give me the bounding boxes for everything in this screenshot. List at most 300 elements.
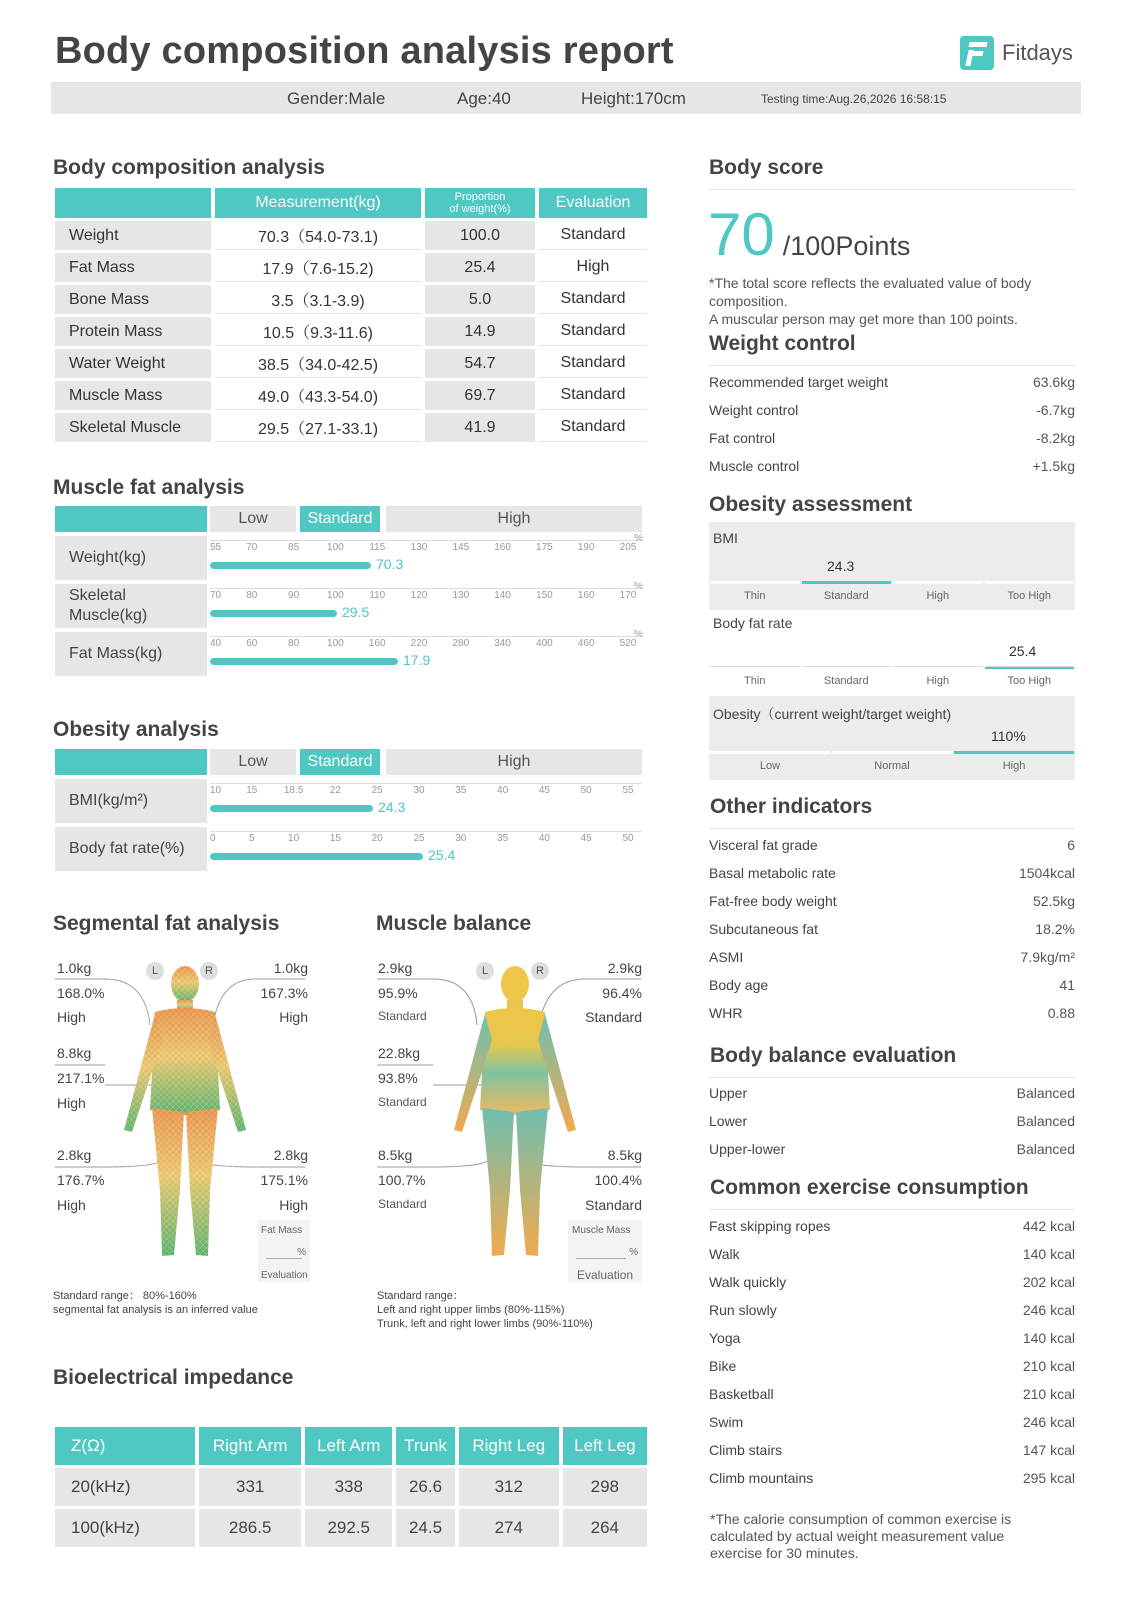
impedance-header: Trunk bbox=[396, 1427, 455, 1465]
balance-value: Balanced bbox=[1016, 1141, 1075, 1157]
impedance-cell: 286.5 bbox=[199, 1509, 301, 1547]
composition-label: Bone Mass bbox=[55, 285, 211, 314]
tick-label: 30 bbox=[455, 833, 467, 844]
muscle-legend: Muscle Mass % Evaluation bbox=[568, 1220, 642, 1282]
other_indicators-value: 6 bbox=[1067, 837, 1075, 853]
tick-label: 50 bbox=[622, 833, 634, 844]
fitdays-logo-icon bbox=[960, 36, 994, 70]
muscle_fat-ticks bbox=[210, 542, 637, 554]
exercise-row bbox=[709, 1386, 1075, 1402]
tick-label: 25 bbox=[413, 833, 425, 844]
exercise-value: 140 kcal bbox=[1022, 1330, 1075, 1346]
tick-label: 20 bbox=[371, 833, 383, 844]
exercise-label: Walk quickly bbox=[709, 1274, 787, 1290]
mb-right-arm-pct: 96.4% bbox=[602, 985, 642, 1001]
exercise-value: 210 kcal bbox=[1022, 1358, 1075, 1374]
mb-right-leg-eval: Standard bbox=[585, 1197, 642, 1213]
tick-label: 170 bbox=[619, 590, 637, 601]
seg-fat-legend: Fat Mass % Evaluation bbox=[258, 1220, 310, 1282]
seg-right-leg-eval: High bbox=[279, 1197, 308, 1213]
muscle_fat-bar bbox=[210, 562, 371, 569]
tick-label: 100 bbox=[327, 590, 344, 601]
other_indicators-row bbox=[709, 949, 1075, 965]
mb-left-arm-pct: 95.9% bbox=[378, 985, 418, 1001]
muscle_fat-axis bbox=[210, 636, 642, 637]
muscle_fat-pct: % bbox=[634, 533, 643, 544]
bmi-segment-bar bbox=[802, 581, 892, 584]
muscle_fat-header-teal bbox=[55, 506, 207, 532]
seg-fat-note2: segmental fat analysis is an inferred value bbox=[53, 1304, 258, 1316]
exercise-row bbox=[709, 1330, 1075, 1346]
composition-measure: 29.5（27.1-33.1) bbox=[215, 413, 421, 442]
seg-left-arm-pct: 168.0% bbox=[57, 985, 105, 1001]
impedance-cell: 274 bbox=[459, 1509, 559, 1547]
tick-label: 40 bbox=[210, 638, 222, 649]
other_indicators-value: 18.2% bbox=[1035, 921, 1075, 937]
weight_control-label: Muscle control bbox=[709, 458, 800, 474]
left-indicator-2: L bbox=[476, 962, 494, 980]
tick-label: 40 bbox=[538, 833, 550, 844]
tick-label: 220 bbox=[410, 638, 428, 649]
composition-eval: Standard bbox=[539, 285, 647, 314]
exercise-label: Basketball bbox=[709, 1386, 774, 1402]
impedance-header: Right Arm bbox=[199, 1427, 301, 1465]
tick-label: 205 bbox=[619, 542, 637, 553]
balance-row bbox=[709, 1141, 1075, 1157]
impedance-cell: 331 bbox=[199, 1468, 301, 1506]
bfr-segment-label: Standard bbox=[823, 675, 869, 687]
tick-label: 190 bbox=[577, 542, 595, 553]
bal-rule bbox=[709, 1077, 1075, 1078]
exercise-row bbox=[709, 1470, 1075, 1486]
tick-label: 5 bbox=[249, 833, 255, 844]
exercise-title: Common exercise consumption bbox=[710, 1176, 1029, 1199]
mb-left-leg-eval: Standard bbox=[378, 1197, 427, 1211]
mb-right-arm-kg: 2.9kg bbox=[607, 960, 642, 976]
exercise-value: 140 kcal bbox=[1022, 1246, 1075, 1262]
tick-label: 45 bbox=[538, 785, 550, 796]
obesity-row-label: Body fat rate(%) bbox=[55, 827, 207, 871]
left-indicator: L bbox=[146, 962, 164, 980]
score-note: *The total score reflects the evaluated value of body composition. A muscular person may get more than 100 points. bbox=[709, 275, 1032, 327]
composition-prop: 41.9 bbox=[425, 413, 535, 442]
weight_control-label: Weight control bbox=[709, 402, 799, 418]
other_indicators-value: 7.9kg/m² bbox=[1020, 949, 1075, 965]
tick-label: 70 bbox=[210, 590, 222, 601]
bmi-segment-bar bbox=[985, 581, 1075, 584]
tick-label: 140 bbox=[494, 590, 511, 601]
obesity-row-label: BMI(kg/m²) bbox=[55, 779, 207, 823]
weight_control-value: 63.6kg bbox=[1032, 374, 1075, 390]
seg-left-leg-eval: High bbox=[57, 1197, 86, 1213]
weight_control-label: Fat control bbox=[709, 430, 776, 446]
composition-row bbox=[55, 413, 647, 442]
info-bar bbox=[51, 82, 1081, 114]
other_indicators-row bbox=[709, 1005, 1075, 1021]
muscle_fat-pct: % bbox=[634, 581, 643, 592]
testing-time: Testing time:Aug.26,2026 16:58:15 bbox=[761, 92, 947, 106]
report-title: Body composition analysis report bbox=[55, 30, 674, 72]
exercise-value: 246 kcal bbox=[1022, 1302, 1075, 1318]
composition-prop: 100.0 bbox=[425, 221, 535, 250]
composition-prop: 14.9 bbox=[425, 317, 535, 346]
other-indicators-title: Other indicators bbox=[710, 795, 873, 818]
other_indicators-value: 41 bbox=[1059, 977, 1075, 993]
composition-title: Body composition analysis bbox=[53, 156, 325, 179]
obesity-segment-label: Normal bbox=[874, 760, 910, 772]
tick-label: 130 bbox=[452, 590, 470, 601]
muscle_fat-axis bbox=[210, 540, 642, 541]
obesity-level-0: Low bbox=[210, 749, 296, 775]
balance-value: Balanced bbox=[1016, 1085, 1075, 1101]
composition-row bbox=[55, 221, 647, 250]
exercise-value: 210 kcal bbox=[1022, 1386, 1075, 1402]
obesity-segment-label: High bbox=[1002, 760, 1026, 772]
impedance-cell: 338 bbox=[305, 1468, 392, 1506]
exercise-row bbox=[709, 1246, 1075, 1262]
composition-measure: 38.5（34.0-42.5) bbox=[215, 349, 421, 378]
composition-prop: 25.4 bbox=[425, 253, 535, 282]
weight_control-value: +1.5kg bbox=[1032, 458, 1075, 474]
exercise-note: *The calorie consumption of common exercise is calculated by actual weight measurement value exercise for 30 minutes. bbox=[710, 1511, 1012, 1561]
other_indicators-label: Visceral fat grade bbox=[709, 837, 818, 853]
seg-right-arm-kg: 1.0kg bbox=[273, 960, 308, 976]
composition-prop: 54.7 bbox=[425, 349, 535, 378]
muscle_fat-level-1: Standard bbox=[300, 506, 380, 532]
tick-label: 280 bbox=[452, 638, 470, 649]
tick-label: 50 bbox=[580, 785, 592, 796]
composition-measure: 10.5（9.3-11.6) bbox=[215, 317, 421, 346]
muscle_fat-level-0: Low bbox=[210, 506, 296, 532]
gender: Gender:Male bbox=[287, 89, 386, 108]
impedance-cell: 264 bbox=[563, 1509, 647, 1547]
composition-measure: 70.3（54.0-73.1) bbox=[215, 221, 421, 250]
exercise-value: 202 kcal bbox=[1022, 1274, 1075, 1290]
other_indicators-row bbox=[709, 893, 1075, 909]
muscle_fat-row-label: Skeletal Muscle(kg) bbox=[55, 584, 207, 628]
exercise-value: 442 kcal bbox=[1022, 1218, 1075, 1234]
right-indicator: R bbox=[200, 962, 218, 980]
other_indicators-label: Body age bbox=[709, 977, 769, 993]
impedance-header: Z(Ω) bbox=[55, 1427, 195, 1465]
bmi-segment-bar bbox=[710, 581, 800, 584]
composition-label: Skeletal Muscle bbox=[55, 413, 211, 442]
seg-left-arm-eval: High bbox=[57, 1009, 86, 1025]
muscle_fat-axis bbox=[210, 588, 642, 589]
other_indicators-label: Fat-free body weight bbox=[709, 893, 837, 909]
muscle_fat-row-label: Weight(kg) bbox=[55, 536, 207, 580]
balance-label: Upper-lower bbox=[709, 1141, 786, 1157]
tick-label: 0 bbox=[210, 833, 216, 844]
exercise-label: Swim bbox=[709, 1414, 744, 1430]
muscle_fat-bar bbox=[210, 658, 398, 665]
body-score-title: Body score bbox=[709, 156, 824, 179]
tick-label: 18.5 bbox=[283, 785, 304, 796]
composition-row bbox=[55, 381, 647, 410]
tick-label: 25 bbox=[371, 785, 383, 796]
muscle_fat-ticks bbox=[210, 590, 637, 602]
composition-header-eval: Evaluation bbox=[539, 188, 647, 218]
obesity-segment-bar bbox=[954, 751, 1074, 754]
obesity-segment-label: Low bbox=[759, 760, 781, 772]
other_indicators-value: 1504kcal bbox=[1018, 865, 1075, 881]
bfr-segment-rule bbox=[893, 666, 983, 667]
seg-right-arm-eval: High bbox=[279, 1009, 308, 1025]
balance-value: Balanced bbox=[1016, 1113, 1075, 1129]
tick-label: 10 bbox=[210, 785, 222, 796]
wc-rule bbox=[709, 365, 1075, 366]
segmental-fat-title: Segmental fat analysis bbox=[53, 912, 280, 935]
composition-label: Fat Mass bbox=[55, 253, 211, 282]
tick-label: 55 bbox=[622, 785, 634, 796]
exercise-label: Bike bbox=[709, 1358, 737, 1374]
seg-right-leg-pct: 175.1% bbox=[260, 1172, 308, 1188]
seg-right-arm-pct: 167.3% bbox=[260, 985, 308, 1001]
muscle_fat-bar-value: 17.9 bbox=[403, 652, 431, 668]
tick-label: 40 bbox=[497, 785, 509, 796]
tick-label: 130 bbox=[410, 542, 428, 553]
composition-row bbox=[55, 285, 647, 314]
composition-measure: 17.9（7.6-15.2) bbox=[215, 253, 421, 282]
seg-left-arm-kg: 1.0kg bbox=[57, 960, 92, 976]
obesity-value: 110% bbox=[991, 728, 1026, 744]
seg-fat-note1: Standard range： 80%-160% bbox=[53, 1290, 197, 1302]
mb-right-leg-pct: 100.4% bbox=[594, 1172, 642, 1188]
seg-left-leg-pct: 176.7% bbox=[57, 1172, 105, 1188]
bmi-segment-label: Standard bbox=[823, 590, 869, 602]
balance-label: Lower bbox=[709, 1113, 748, 1129]
exercise-value: 147 kcal bbox=[1022, 1442, 1075, 1458]
obesity-segment-bar bbox=[710, 751, 830, 754]
balance-row bbox=[709, 1085, 1075, 1101]
seg-trunk-eval: High bbox=[57, 1095, 86, 1111]
right-indicator-2: R bbox=[531, 962, 549, 980]
mb-left-leg-pct: 100.7% bbox=[378, 1172, 426, 1188]
bfr-segment-label: Too High bbox=[1007, 675, 1051, 687]
exercise-row bbox=[709, 1218, 1075, 1234]
other_indicators-value: 0.88 bbox=[1047, 1005, 1075, 1021]
impedance-header: Left Arm bbox=[305, 1427, 392, 1465]
tick-label: 110 bbox=[369, 590, 386, 601]
other_indicators-value: 52.5kg bbox=[1032, 893, 1075, 909]
muscle-fat-title: Muscle fat analysis bbox=[53, 476, 245, 499]
brand-name: Fitdays bbox=[1002, 40, 1073, 65]
muscle_fat-bar-value: 29.5 bbox=[342, 604, 370, 620]
obesity-assessment-title: Obesity assessment bbox=[709, 493, 913, 516]
other_indicators-label: ASMI bbox=[709, 949, 744, 965]
tick-label: 150 bbox=[536, 590, 553, 601]
composition-prop: 5.0 bbox=[425, 285, 535, 314]
muscle_fat-bar bbox=[210, 610, 337, 617]
weight_control-row bbox=[709, 430, 1075, 446]
obesity-bar-value: 24.3 bbox=[378, 799, 406, 815]
other_indicators-label: Subcutaneous fat bbox=[709, 921, 818, 937]
tick-label: 400 bbox=[536, 638, 553, 649]
tick-label: 90 bbox=[288, 590, 300, 601]
bfr-label: Body fat rate bbox=[713, 615, 793, 631]
exercise-row bbox=[709, 1442, 1075, 1458]
mb-trunk-eval: Standard bbox=[378, 1095, 427, 1109]
mb-trunk-kg: 22.8kg bbox=[378, 1045, 421, 1061]
seg-trunk-kg: 8.8kg bbox=[57, 1045, 92, 1061]
composition-eval: Standard bbox=[539, 381, 647, 410]
impedance-header: Left Leg bbox=[563, 1427, 647, 1465]
exercise-label: Climb stairs bbox=[709, 1442, 783, 1458]
weight_control-row bbox=[709, 374, 1075, 390]
seg-left-leg-kg: 2.8kg bbox=[57, 1147, 92, 1163]
tick-label: 60 bbox=[246, 638, 258, 649]
composition-eval: High bbox=[539, 253, 647, 282]
ex-rule bbox=[709, 1209, 1075, 1210]
tick-label: 175 bbox=[536, 542, 553, 553]
mb-note3: Trunk, left and right lower limbs (90%-110%) bbox=[377, 1318, 593, 1330]
tick-label: 520 bbox=[619, 638, 637, 649]
composition-header-prop: Proportion of weight(%) bbox=[425, 188, 535, 218]
obesity-level-2: High bbox=[386, 749, 642, 775]
other_indicators-label: Basal metabolic rate bbox=[709, 865, 836, 881]
obesity-label: Obesity（current weight/target weight) bbox=[713, 706, 952, 722]
tick-label: 100 bbox=[327, 542, 344, 553]
bmi-segment-label: Thin bbox=[744, 590, 766, 602]
obesity-level-1: Standard bbox=[300, 749, 380, 775]
exercise-label: Fast skipping ropes bbox=[709, 1218, 831, 1234]
weight_control-row bbox=[709, 458, 1075, 474]
bfr-segment-rule bbox=[985, 666, 1075, 667]
fat-body-figure bbox=[110, 960, 260, 1270]
tick-label: 45 bbox=[580, 833, 592, 844]
other_indicators-row bbox=[709, 837, 1075, 853]
tick-label: 70 bbox=[246, 542, 258, 553]
exercise-value: 295 kcal bbox=[1022, 1470, 1075, 1486]
composition-label: Protein Mass bbox=[55, 317, 211, 346]
bfr-value: 25.4 bbox=[1009, 643, 1037, 659]
score-display bbox=[708, 200, 910, 269]
obesity-bar bbox=[210, 853, 423, 860]
age: Age:40 bbox=[457, 89, 511, 108]
obesity-header-teal bbox=[55, 749, 207, 775]
seg-trunk-pct: 217.1% bbox=[57, 1070, 105, 1086]
composition-measure: 49.0（43.3-54.0) bbox=[215, 381, 421, 410]
other_indicators-label: WHR bbox=[709, 1005, 743, 1021]
bfr-segment-label: Thin bbox=[744, 675, 766, 687]
oi-rule bbox=[709, 828, 1075, 829]
bmi-segment-bar bbox=[893, 581, 983, 584]
impedance-table bbox=[51, 1424, 651, 1550]
weight_control-row bbox=[709, 402, 1075, 418]
balance-row bbox=[709, 1113, 1075, 1129]
tick-label: 15 bbox=[246, 785, 258, 796]
composition-eval: Standard bbox=[539, 413, 647, 442]
exercise-label: Walk bbox=[709, 1246, 740, 1262]
impedance-cell: 312 bbox=[459, 1468, 559, 1506]
composition-header-measure: Measurement(kg) bbox=[215, 188, 421, 218]
obesity-bar-value: 25.4 bbox=[428, 847, 456, 863]
obesity-ticks bbox=[210, 833, 634, 845]
composition-eval: Standard bbox=[539, 221, 647, 250]
composition-row bbox=[55, 317, 647, 346]
mb-left-arm-eval: Standard bbox=[378, 1009, 427, 1023]
obesity-segment-bar bbox=[832, 751, 952, 754]
bmi-value: 24.3 bbox=[827, 558, 855, 574]
tick-label: 15 bbox=[329, 833, 341, 844]
muscle-balance-title: Muscle balance bbox=[376, 912, 532, 935]
tick-label: 115 bbox=[369, 542, 386, 553]
exercise-label: Run slowly bbox=[709, 1302, 777, 1318]
exercise-row bbox=[709, 1414, 1075, 1430]
tick-label: 30 bbox=[413, 785, 425, 796]
composition-measure: 3.5（3.1-3.9) bbox=[215, 285, 421, 314]
bmi-segment-label: High bbox=[926, 590, 950, 602]
impedance-header: Right Leg bbox=[459, 1427, 559, 1465]
seg-right-leg-kg: 2.8kg bbox=[273, 1147, 308, 1163]
obesity-axis bbox=[210, 783, 642, 784]
exercise-row bbox=[709, 1358, 1075, 1374]
obesity-axis bbox=[210, 831, 642, 832]
mb-trunk-pct: 93.8% bbox=[378, 1070, 418, 1086]
score-points: Points bbox=[835, 231, 911, 261]
muscle_fat-pct: % bbox=[634, 629, 643, 640]
tick-label: 35 bbox=[497, 833, 509, 844]
muscle_fat-bar-value: 70.3 bbox=[376, 556, 404, 572]
mb-note2: Left and right upper limbs (80%-115%) bbox=[377, 1304, 565, 1316]
tick-label: 145 bbox=[452, 542, 470, 553]
tick-label: 22 bbox=[329, 785, 341, 796]
impedance-cell: 100(kHz) bbox=[55, 1509, 195, 1547]
exercise-row bbox=[709, 1274, 1075, 1290]
balance-label: Upper bbox=[709, 1085, 748, 1101]
composition-table bbox=[51, 185, 651, 445]
mb-left-arm-kg: 2.9kg bbox=[378, 960, 413, 976]
tick-label: 80 bbox=[246, 590, 258, 601]
score-value: 70 bbox=[708, 201, 775, 268]
bmi-label: BMI bbox=[713, 530, 738, 546]
tick-label: 120 bbox=[410, 590, 428, 601]
impedance-row bbox=[55, 1509, 647, 1547]
impedance-cell: 26.6 bbox=[396, 1468, 455, 1506]
other_indicators-row bbox=[709, 921, 1075, 937]
composition-row bbox=[55, 253, 647, 282]
obesity-ticks bbox=[210, 785, 634, 797]
composition-prop: 69.7 bbox=[425, 381, 535, 410]
score-rule bbox=[709, 189, 1075, 190]
muscle_fat-row-label: Fat Mass(kg) bbox=[55, 632, 207, 676]
tick-label: 80 bbox=[288, 638, 300, 649]
exercise-value: 246 kcal bbox=[1022, 1414, 1075, 1430]
mb-note1: Standard range： bbox=[377, 1290, 464, 1302]
exercise-row bbox=[709, 1302, 1075, 1318]
mb-left-leg-kg: 8.5kg bbox=[378, 1147, 413, 1163]
muscle_fat-level-2: High bbox=[386, 506, 642, 532]
score-slash: /100 bbox=[782, 231, 836, 261]
composition-eval: Standard bbox=[539, 317, 647, 346]
weight_control-value: -8.2kg bbox=[1036, 430, 1075, 446]
mb-right-leg-kg: 8.5kg bbox=[607, 1147, 642, 1163]
weight-control-title: Weight control bbox=[709, 332, 856, 355]
tick-label: 160 bbox=[494, 542, 511, 553]
impedance-title: Bioelectrical impedance bbox=[53, 1366, 294, 1389]
exercise-label: Yoga bbox=[709, 1330, 741, 1346]
balance-title: Body balance evaluation bbox=[710, 1044, 957, 1067]
weight_control-value: -6.7kg bbox=[1036, 402, 1075, 418]
exercise-label: Climb mountains bbox=[709, 1470, 814, 1486]
obesity-bar bbox=[210, 805, 373, 812]
composition-label: Weight bbox=[55, 221, 211, 250]
tick-label: 460 bbox=[577, 638, 595, 649]
brand bbox=[960, 36, 1073, 70]
composition-header-blank bbox=[55, 188, 211, 218]
bfr-segment-label: High bbox=[926, 675, 950, 687]
tick-label: 10 bbox=[288, 833, 300, 844]
